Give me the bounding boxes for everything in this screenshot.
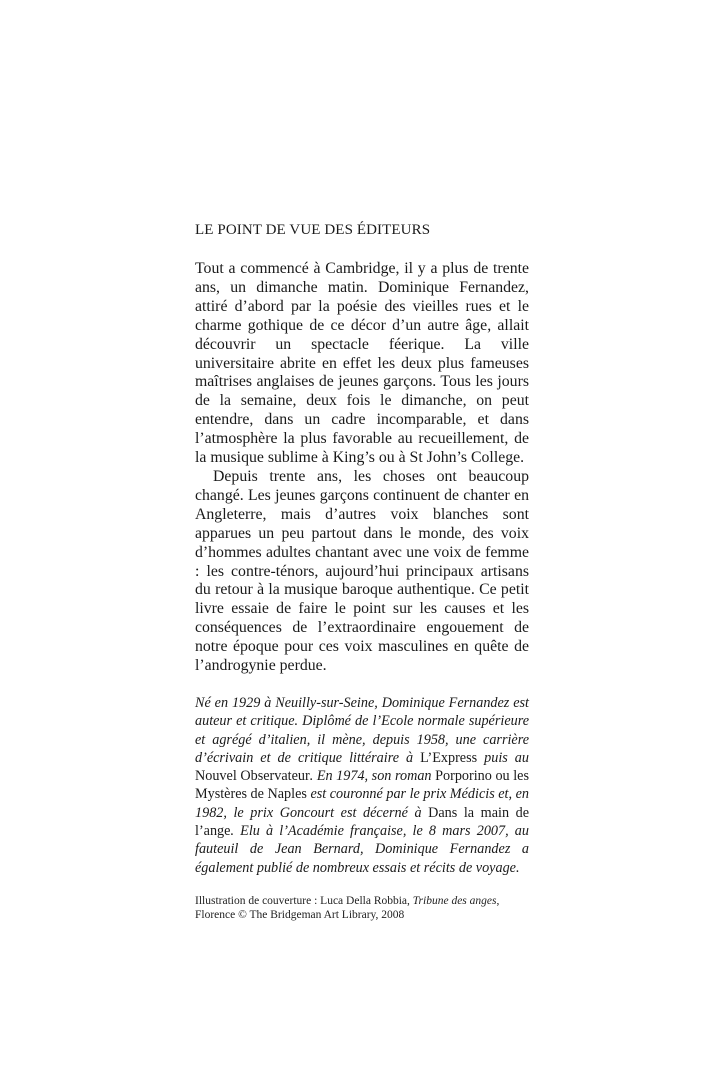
bio-title-nouvel-observateur: Nouvel Observateur [195, 768, 310, 785]
back-cover-text [195, 220, 529, 923]
bio-text-5: . Elu à l’Académie française, le 8 mars 2007, au fauteuil de Jean Bernard, Dominique Fernandez a également publié de nombreux essais et récits de voyage. [195, 823, 529, 876]
paragraph-2: Depuis trente ans, les choses ont beaucoup changé. Les jeunes garçons continuent de chanter en Angleterre, mais d’autres voix blanches sont apparues un peu partout dans le monde, des voix d’hommes adultes chantant avec une voix de femme : les contre-ténors, aujourd’hui principaux artisans du retour à la musique baroque authentique. Ce petit livre essaie de faire le point sur les causes et les conséquences de l’extraordinaire engouement de notre époque pour ces voix masculines en quête de l’androgynie perdue. [195, 467, 529, 675]
paragraph-1: Tout a commencé à Cambridge, il y a plus de trente ans, un dimanche matin. Dominique Fernandez, attiré d’abord par la poésie des vieilles rues et le charme gothique de ce décor d’un autre âge, allait découvrir un spectacle féerique. La ville universitaire abrite en effet les deux plus fameuses maîtrises anglaises de jeunes garçons. Tous les jours de la semaine, deux fois le dimanche, on peut entendre, dans un cadre incomparable, et dans l’atmosphère la plus favorable au recueillement, de la musique sublime à King’s ou à St John’s College. [195, 260, 529, 467]
bio-title-porporino: Porporino ou les Mystères de Naples [195, 768, 529, 803]
credit-suffix: , [496, 894, 500, 907]
bio-title-dans-la-main: Dans la main de l’ange [195, 804, 530, 840]
credit-work-title: Tribune des anges [412, 894, 497, 907]
bio-text-1: Né en 1929 à Neuilly-sur-Seine, Dominique Fernandez est auteur et critique. Diplômé de l’Ecole normale supérieure et agrégé d’italien, il mène, depuis 1958, une carrière d’écrivain et de critique littéraire à [195, 694, 529, 766]
section-heading: LE POINT DE VUE DES ÉDITEURS [195, 222, 431, 238]
author-biography [195, 694, 529, 877]
credit-prefix: Illustration de couverture : Luca Della Robbia, [195, 894, 413, 907]
credit-line-1 [195, 894, 529, 909]
credit-line-2: Florence © The Bridgeman Art Library, 2008 [195, 909, 405, 922]
bio-title-lexpress: L’Express [420, 749, 478, 766]
bio-text-3: . En 1974, son roman [309, 768, 436, 785]
illustration-credit [195, 894, 529, 923]
bio-text-2: puis au [477, 749, 529, 766]
bio-text-4: est couronné par le prix Médicis et, en 1982, le prix Goncourt est décerné à [195, 786, 529, 821]
